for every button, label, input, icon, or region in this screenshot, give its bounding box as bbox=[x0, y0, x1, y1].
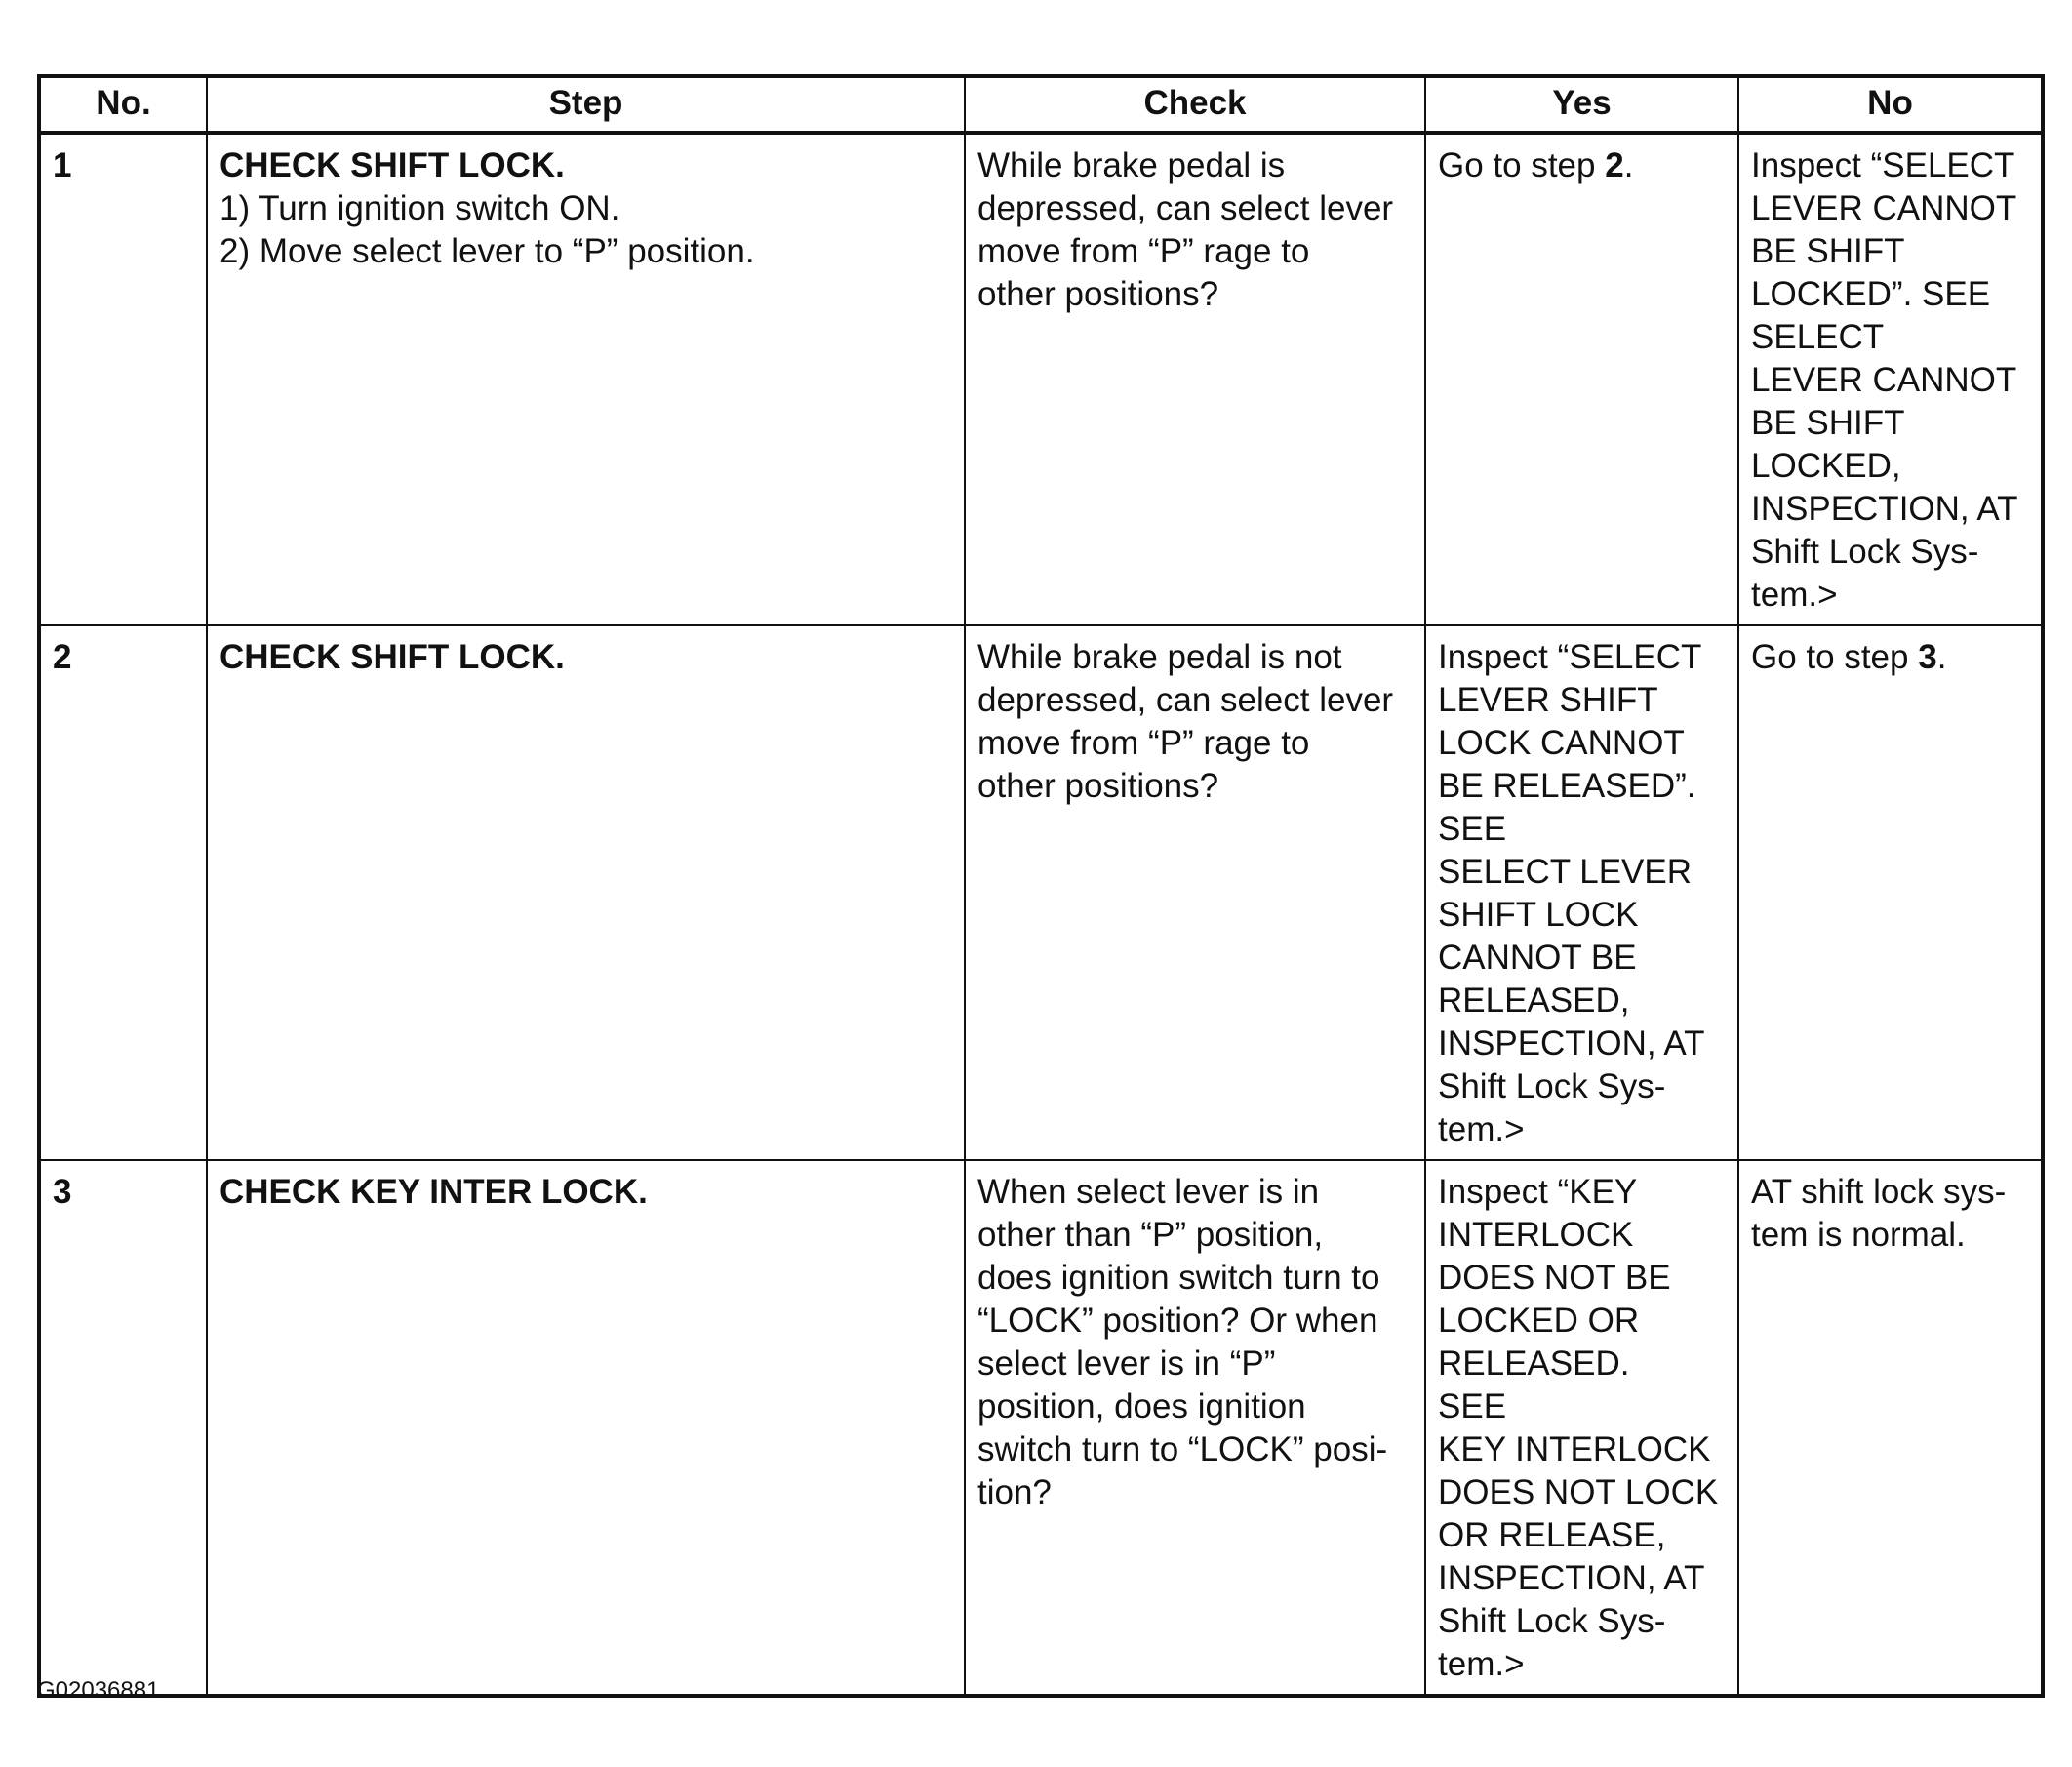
column-header-step: Step bbox=[207, 76, 965, 133]
step-cell bbox=[207, 1160, 965, 1696]
yes-go-to-label: Go to step bbox=[1438, 146, 1606, 184]
yes-cell: Inspect “SELECT LEVER SHIFT LOCK CANNOT BE RELEASED”. SEE SELECT LEVER SHIFT LOCK CANNOT BE RELEASED, INSPECTION, AT Shift Lock Sys- tem.> bbox=[1425, 625, 1738, 1160]
check-cell: While brake pedal is depressed, can select lever move from “P” rage to other positions? bbox=[965, 133, 1425, 625]
no-suffix: . bbox=[1936, 638, 1947, 676]
check-cell: When select lever is in other than “P” position, does ignition switch turn to “LOCK” position? Or when select lever is in “P” position, does ignition switch turn to “LOCK” posi- tion? bbox=[965, 1160, 1425, 1696]
step-number: 3 bbox=[39, 1160, 207, 1696]
step-cell bbox=[207, 133, 965, 625]
no-cell: Inspect “SELECT LEVER CANNOT BE SHIFT LOCKED”. SEE SELECT LEVER CANNOT BE SHIFT LOCKED, INSPECTION, AT Shift Lock Sys- tem.> bbox=[1738, 133, 2043, 625]
step-title: CHECK SHIFT LOCK. bbox=[219, 638, 565, 676]
step-instruction: 2) Move select lever to “P” position. bbox=[219, 232, 755, 270]
yes-cell bbox=[1425, 133, 1738, 625]
diagnostic-table-container bbox=[37, 74, 2041, 1698]
no-cell: AT shift lock sys- tem is normal. bbox=[1738, 1160, 2043, 1696]
column-header-yes: Yes bbox=[1425, 76, 1738, 133]
table-row bbox=[39, 133, 2043, 625]
step-number: 1 bbox=[39, 133, 207, 625]
no-go-to-label: Go to step bbox=[1751, 638, 1919, 676]
check-cell: While brake pedal is not depressed, can select lever move from “P” rage to other positions? bbox=[965, 625, 1425, 1160]
step-number: 2 bbox=[39, 625, 207, 1160]
column-header-no: No. bbox=[39, 76, 207, 133]
figure-id: G02036881 bbox=[37, 1677, 160, 1704]
table-row bbox=[39, 625, 2043, 1160]
no-cell bbox=[1738, 625, 2043, 1160]
column-header-no-action: No bbox=[1738, 76, 2043, 133]
diagnostic-table bbox=[37, 74, 2045, 1698]
step-cell bbox=[207, 625, 965, 1160]
yes-cell: Inspect “KEY INTERLOCK DOES NOT BE LOCKED OR RELEASED. SEE KEY INTERLOCK DOES NOT LOCK OR RELEASE, INSPECTION, AT Shift Lock Sys- tem.> bbox=[1425, 1160, 1738, 1696]
step-title: CHECK KEY INTER LOCK. bbox=[219, 1173, 648, 1211]
no-step-link: 3 bbox=[1918, 638, 1937, 676]
yes-suffix: . bbox=[1623, 146, 1634, 184]
column-header-check: Check bbox=[965, 76, 1425, 133]
table-header-row bbox=[39, 76, 2043, 133]
step-title: CHECK SHIFT LOCK. bbox=[219, 146, 565, 184]
table-row bbox=[39, 1160, 2043, 1696]
yes-step-link: 2 bbox=[1605, 146, 1624, 184]
step-instruction: 1) Turn ignition switch ON. bbox=[219, 189, 620, 227]
